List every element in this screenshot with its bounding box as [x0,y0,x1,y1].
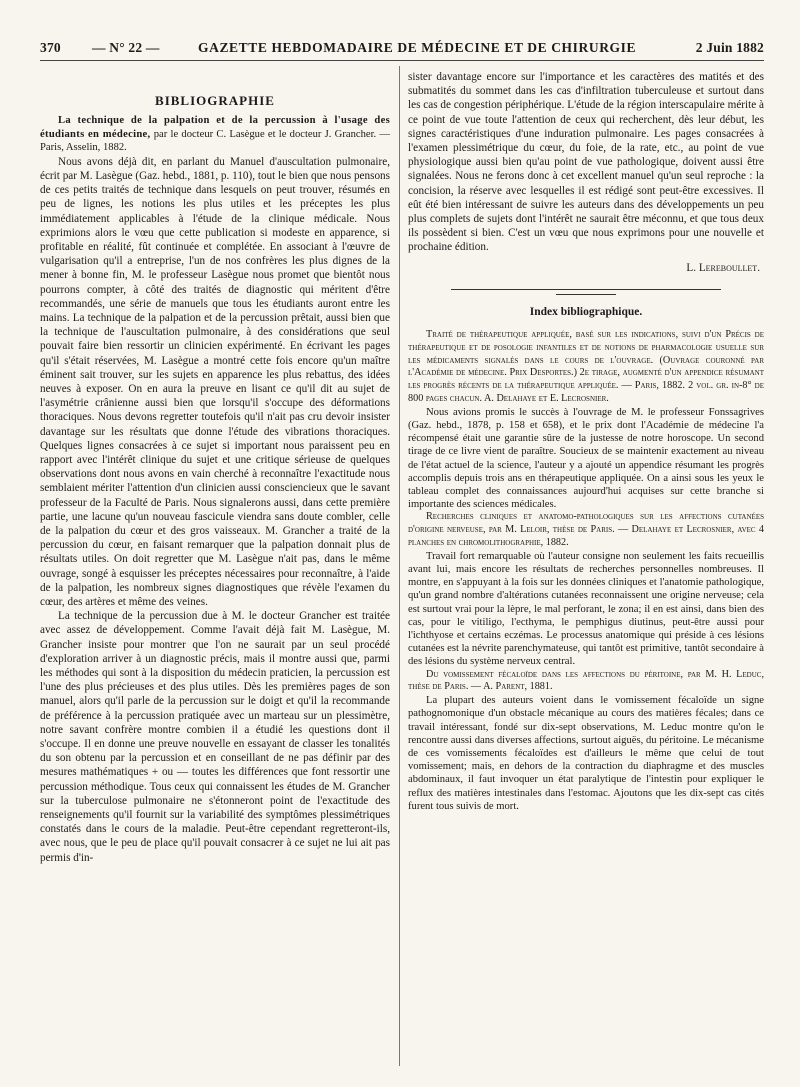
index-entry-1-body: Nous avions promis le succès à l'ouvrage de M. le professeur Fonssagrives (Gaz. hebd., 1878, p. 158 et 658), et le prix dont l'Académie de médecine l'a récompensé était une garantie sûre de la justesse de notre horoscope. Un second tirage de ce livre vient de paraître. Soucieux de se maintenir exactement au niveau de l'état actuel de la science, l'auteur y a ajouté un appendice résumant les progrès accomplis depuis trois ans en thérapeutique appliquée. On a ainsi sous les yeux le tableau complet des connaissances aujourd'hui acquises sur cette branche si importante des sciences médicales. [408,406,764,511]
page-header [40,40,764,61]
issue-number: — N° 22 — [92,40,160,55]
section-title: BIBLIOGRAPHIE [155,93,275,108]
left-column [40,70,390,865]
issue-date: 2 Juin 1882 [695,40,764,55]
index-title: Index bibliographique. [529,305,643,318]
index-entry-2-title: Recherches cliniques et anatomo-pathologiques sur les affections cutanées d'origine nerveuse, par M. Leloir, thèse de Paris. — Delahaye et Lecrosnier, avec 4 planches en chromolithographie, 1882. [408,511,764,549]
review-signature: L. Lereboullet. [686,261,760,274]
book-reference [40,114,390,155]
review-continuation: sister davantage encore sur l'importance et les caractères des matités et des submatités du sommet dans les cas d'infiltration tuberculeuse et surtout dans les cas de congestion périphérique. L'étude de la région interscapulaire mérite à ce point de vue toute l'attention de ceux qui recherchent, dès leur début, les signes caractéristiques d'une induration pulmonaire. Les pages consacrées à l'examen plessimétrique du cœur, du foie, de la rate, etc., au point de vue physiologique aussi bien qu'au point de vue pathologique, doivent aussi être signalées. Nous ne ferons donc à cet excellent manuel qu'un seul reproche : la concision, la réserve avec lesquelles il est rédigé sont peut-être excessives. Il eût été bien intéressant de suivre les auteurs dans des développements un peu plus complets de sujets dont l'intérêt ne saurait être méconnu, et que tous deux ils possèdent si bien. C'est un vœu que nous exprimons pour une nouvelle et prochaine édition. [408,71,764,254]
index-entry-1-title: Traité de thérapeutique appliquée, basé sur les indications, suivi d'un Précis de thérapeutique et de posologie infantiles et de notions de pharmacologie usuelle sur les médicaments signalés dans le cours de l'ouvrage. (Ouvrage couronné par l'Académie de médecine. Prix Desportes.) 2e tirage, augmenté d'un appendice résumant les progrès récents de la thérapeutique appliquée. — Paris, 1882. 2 vol. gr. in-8° de 800 pages chacun. A. Delahaye et E. Lecrosnier. [408,329,764,405]
index-entry-3-body: La plupart des auteurs voient dans le vomissement fécaloïde un signe pathognomonique d'un obstacle mécanique au cours des matières fécales; dans ce travail intéressant, fondé sur dix-sept observations, M. Leduc montre qu'on le rencontre aussi dans diverses affections, surtout aiguës, du péritoine. Le mécanisme de ces vomissements fécaloïdes est d'ailleurs le même que celui de tout vomissement; mais, en dehors de la contraction du diaphragme et des muscles abdominaux, il faut invoquer un état paralytique de l'intestin pour expliquer le reflux des matières intestinales dans l'estomac. Ajoutons que les dix-sept cas cités furent tous suivis de mort. [408,695,764,812]
journal-title: GAZETTE HEBDOMADAIRE DE MÉDECINE ET DE CHIRURGIE [198,40,637,55]
index-entry-3-title: Du vomissement fécaloïde dans les affections du péritoine, par M. H. Leduc, thèse de Paris. — A. Parent, 1881. [408,668,764,693]
book-authors: par le docteur C. Lasègue et le docteur J. Grancher. — Paris, Asselin, 1882. [40,128,390,154]
column-divider [399,66,400,1066]
review-paragraph-1: Nous avons déjà dit, en parlant du Manuel d'auscultation pulmonaire, écrit par M. Lasègue (Gaz. hebd., 1881, p. 110), tout le bien que nous pensons de ces petits traités de technique dans lesquels on peut trouver, résumés en peu de lignes, les notions les plus utiles et les préceptes les plus immédiatement applicables à l'étude de la clinique médicale. Nous exprimions alors le vœu que cette publication si modeste en apparence, si profitable en réalité, fût continuée et complétée. En associant à l'œuvre de vulgarisation qu'il a entreprise, l'un de nos confrères les plus dignes de la mener à bonne fin, M. le professeur Lasègue nous promet que bientôt nous pourrons compter, à côté des traités de diagnostic qui méritent d'être recommandés, une série de manuels que tous les étudiants auront entre les mains. La technique de la palpation et de la percussion prêtait, aussi bien que la technique de l'auscultation pulmonaire, à des considérations que seul pouvait faire bien ressortir un clinicien expérimenté. En écrivant les pages qu'il s'était réservées, M. Lasègue a montré cette fois encore qu'un maître éminent sait trouver, sur les sujets en apparence les plus rebattus, des idées neuves à exposer. On en aura la preuve en lisant ce qu'il dit au sujet de l'asymétrie crânienne aussi bien que lorsqu'il s'occupe des déformations thoraciques. Nous devons regretter toutefois qu'il n'ait pas cru devoir insister davantage sur les résultats que donne l'étude des vibrations thoraciques. Quelques lignes consacrées à ce sujet si important nous paraissent peu en rapport avec l'intérêt clinique du sujet et une critique sérieuse de quelques observations dont nous avons en vain cherché à reconnaître l'exactitude nous semblaient mériter l'attention d'un clinicien aussi consciencieux que le savant professeur de la Faculté de Paris. Nous signalerons aussi, dans cette première partie, une lacune qu'un nouveau fascicule viendra sans doute combler, celle de la palpation du cœur et des gros vaisseaux. M. Grancher a traité de la percussion du cœur, en faisant remarquer que la palpation donnait plus de résultats utiles. On doit regretter que M. Lasègue n'ait pas, dans le même ouvrage, songé à esquisser les préceptes nécessaires pour reconnaître, à l'aide de la palpation, les nombreux signes diagnostiques que révèle l'examen du cœur, des artères et même des veines. [40,155,390,608]
right-column [408,70,764,813]
index-entry-2-body: Travail fort remarquable où l'auteur consigne non seulement les faits recueillis avant lui, mais encore les résultats de recherches personnelles nombreuses. Il montre, en s'appuyant à la fois sur les données cliniques et l'anatomie pathologique, qu'un grand nombre d'altérations cutanées reconnaissent une origine nerveuse; cela est surtout vrai pour la lèpre, le mal perforant, le zona; il en est ainsi, dans bien des cas, pour le vitiligo, l'ecthyma, le pemphigus diutinus, peut-être aussi pour l'ichthyose et certains eczémas. Le processus anatomique qui préside à ces lésions cutanées est la névrite parenchymateuse, qui tantôt est primitive, tantôt secondaire à des lésions du système nerveux central. [408,550,764,668]
review-paragraph-2: La technique de la percussion due à M. le docteur Grancher est traitée avec assez de développement. Comme l'avait déjà fait M. Lasègue, M. Grancher insiste pour montrer que l'on ne saurait par un seul procédé d'exploration arriver à un diagnostic précis, mais il montre aussi que, parmi les méthodes qui sont à la disposition du médecin praticien, la percussion est l'une des plus précieuses et des plus utiles. Dès les premières pages de son manuel, alors qu'il parle de la percussion sur le doigt et qu'il la recommande de préférence à la percussion pratiquée avec un marteau sur un plessimètre, notre savant confrère montre combien il a étudié les questions dont il s'occupe. Il en donne une preuve nouvelle en essayant de classer les tonalités du son obtenu par la percussion et en conseillant de ne pas définir par des mesures mathématiques + ou — toutes les différences que font ressortir une percussion méthodique. Tous ceux qui connaissent les études de M. Grancher sur la tuberculose pulmonaire ne s'étonneront point de l'exactitude des renseignements qu'il fournit sur la variabilité des symptômes plessimétriques constatés dans le cours de la maladie. Peut-être cependant regretteront-ils, avec nous, que le peu de place qu'il pouvait consacrer à ce sujet ne lui ait pas permis d'in- [40,610,390,864]
divider-short [556,294,616,295]
book-title: La technique de la palpation et de la percussion à l'usage des étudiants en médecine, [40,115,390,140]
page-number: 370 [40,40,61,55]
divider-long [451,289,721,290]
